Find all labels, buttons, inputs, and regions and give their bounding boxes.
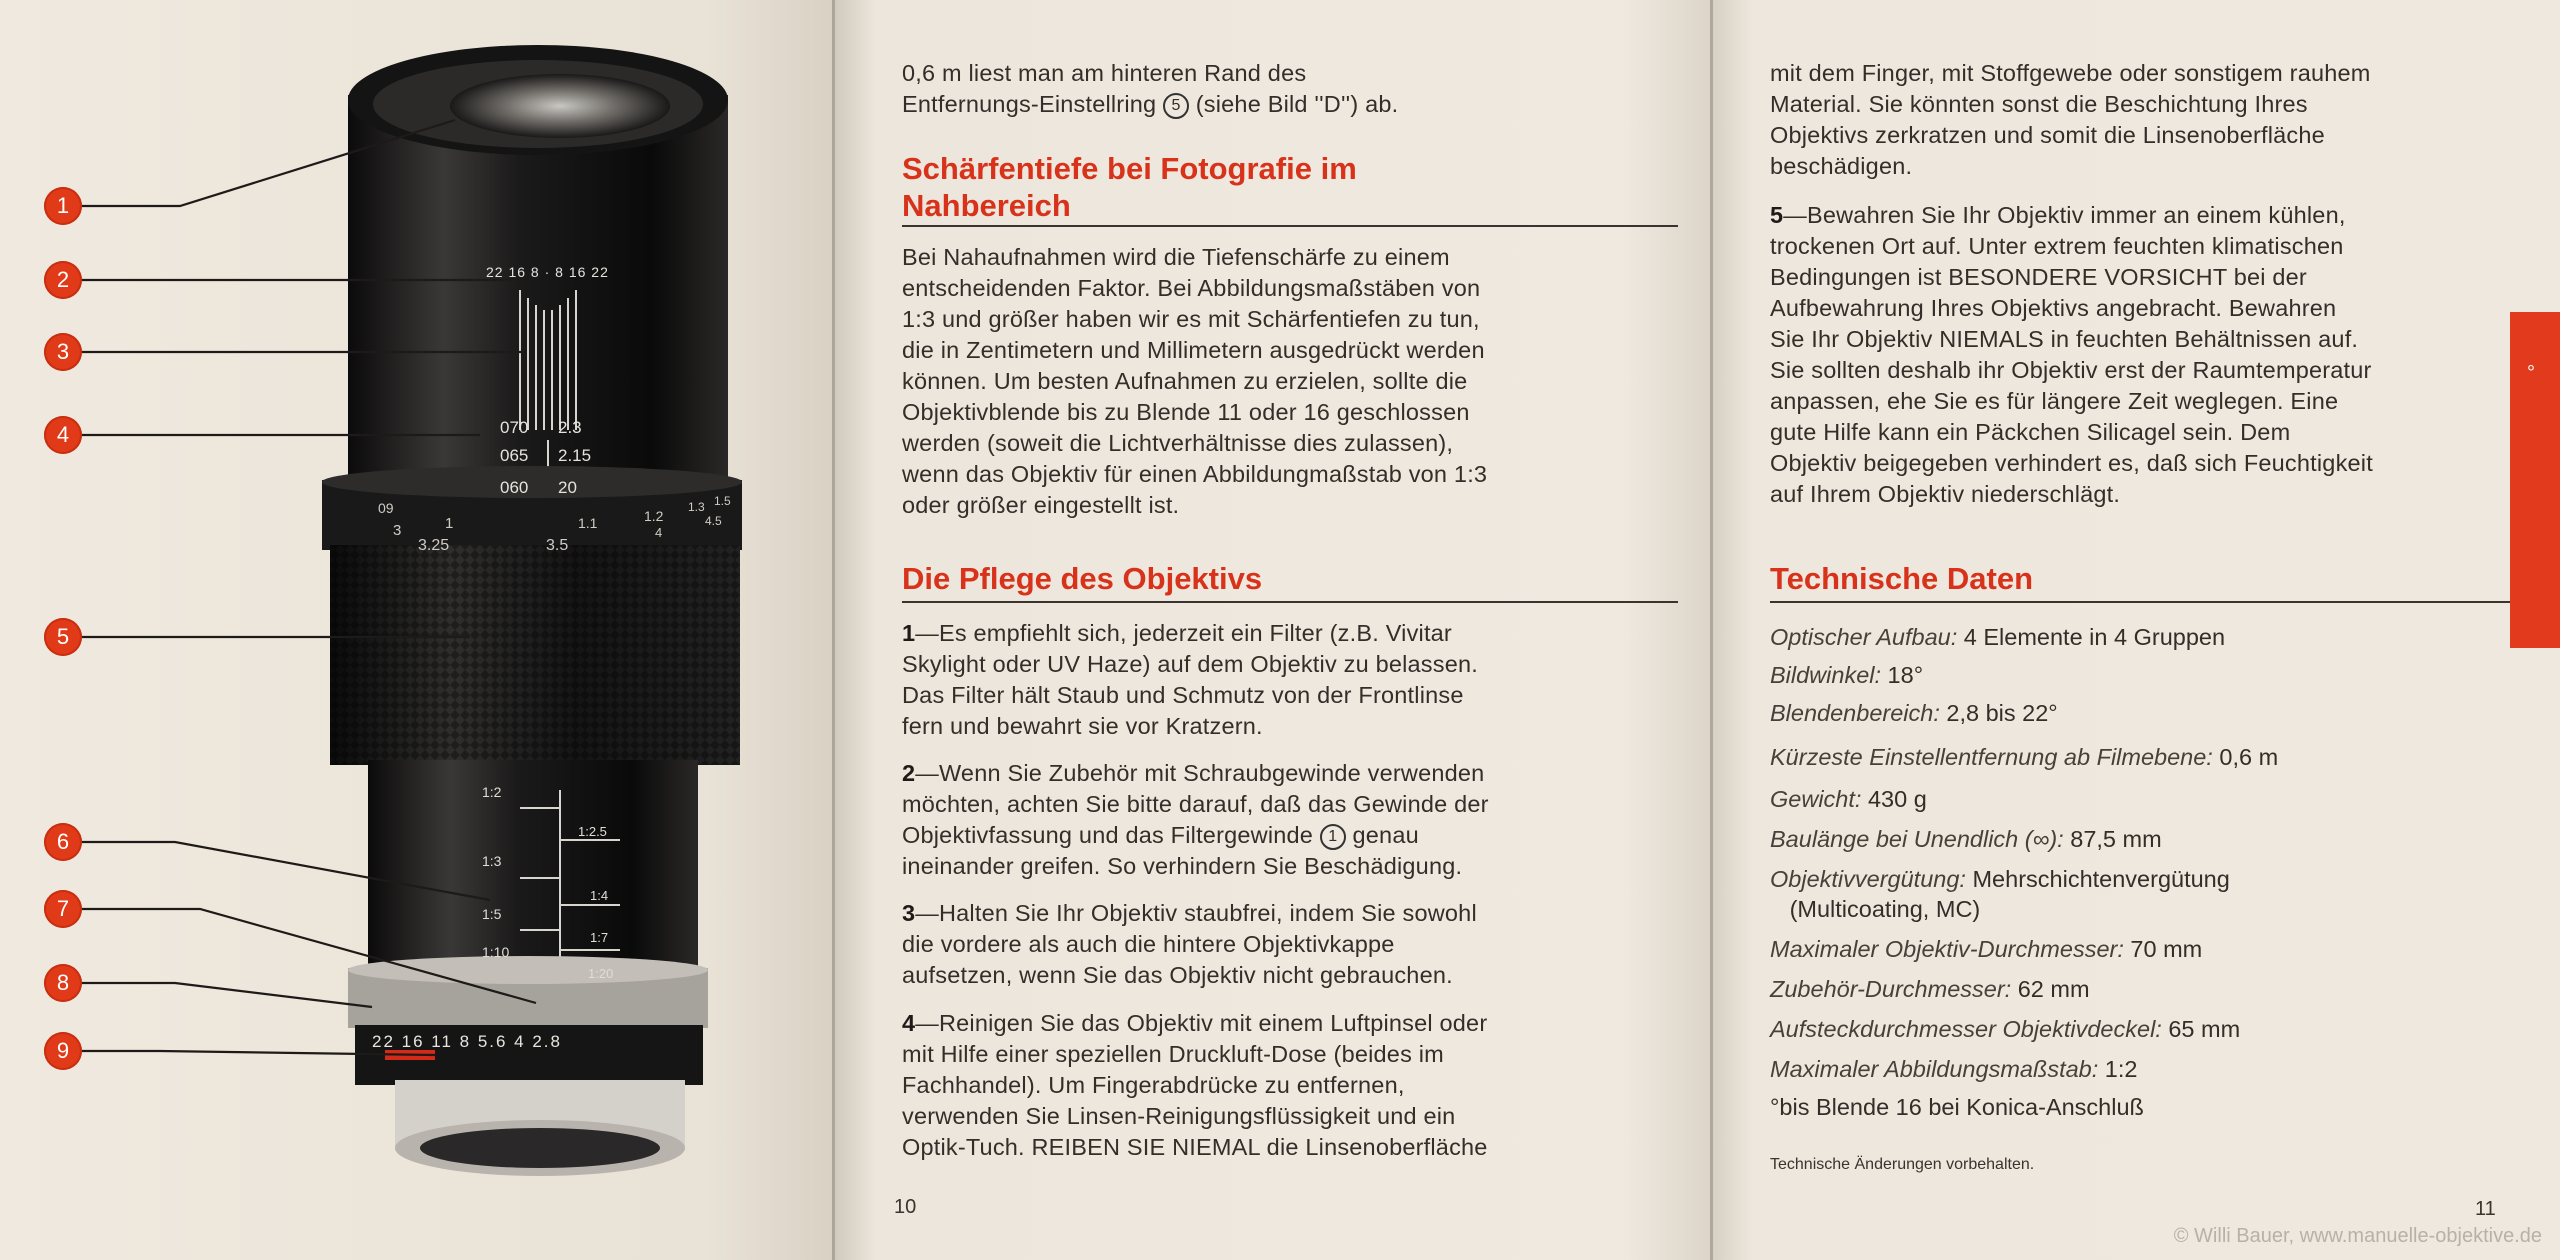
spec-value: (Multicoating, MC) (1770, 896, 1981, 922)
care-item-5 (1770, 200, 2510, 510)
spec-value: 430 g (1861, 786, 1927, 812)
spec-label: Blendenbereich: (1770, 700, 1940, 726)
spec-label: Kürzeste Einstellentfernung ab Filmebene: (1770, 744, 2213, 770)
text-line: mit dem Finger, mit Stoffgewebe oder sonstigem rauhem (1770, 60, 2371, 86)
section-tab-marker (2510, 312, 2560, 648)
spec-row (1770, 1092, 2144, 1123)
text-line: Sie Ihr Objektiv NIEMALS in feuchten Behältnissen auf. (1770, 326, 2359, 352)
text-line: verwenden Sie Linsen-Reinigungsflüssigkeit und ein (902, 1103, 1456, 1129)
text-line: fern und bewahrt sie vor Kratzern. (902, 713, 1263, 739)
text-line: oder größer eingestellt ist. (902, 492, 1180, 518)
text-line: Objektiv beigegeben verhindert es, daß sich Feuchtigkeit (1770, 450, 2373, 476)
care-item-4 (902, 1008, 1672, 1163)
text-line: können. Um besten Aufnahmen zu erzielen, sollte die (902, 368, 1468, 394)
care-item-2 (902, 758, 1672, 882)
text-line-end: genau (1345, 822, 1419, 848)
ring-mark-3-25: 3.25 (418, 537, 450, 554)
text-line: auf Ihrem Objektiv niederschlägt. (1770, 481, 2121, 507)
spec-row (1770, 742, 2278, 773)
text-line: die vordere als auch die hintere Objektivkappe (902, 931, 1395, 957)
text-line: —Bewahren Sie Ihr Objektiv immer an einem kühlen, (1783, 202, 2346, 228)
text-line: die in Zentimetern und Millimetern ausgedrückt werden (902, 337, 1485, 363)
text-line: Aufbewahrung Ihres Objektivs angebracht. Bewahren (1770, 295, 2337, 321)
text-line: möchten, achten Sie bitte darauf, daß das Gewinde der (902, 791, 1489, 817)
spec-row (1770, 784, 1927, 815)
tab-mark: ° (2527, 362, 2535, 384)
text-line: gute Hilfe kann ein Päckchen Silicagel sein. Dem (1770, 419, 2291, 445)
text-line: Material. Sie könnten sonst die Beschichtung Ihres (1770, 91, 2308, 117)
ring-mark-4: 4 (655, 525, 663, 540)
care-item-4-continued (1770, 58, 2510, 182)
spec-value: 87,5 mm (2063, 826, 2162, 852)
heading-rule (902, 225, 1678, 227)
text-line: Das Filter hält Staub und Schmutz von der Frontlinse (902, 682, 1464, 708)
heading-rule (1770, 601, 2520, 603)
item-number: 5 (1770, 202, 1784, 228)
text-line: Sie sollten deshalb ihr Objektiv erst der Raumtemperatur (1770, 357, 2372, 383)
spec-label: Bildwinkel: (1770, 662, 1882, 688)
spec-row (1770, 894, 1980, 925)
item-number: 4 (902, 1010, 916, 1036)
footnote: Technische Änderungen vorbehalten. (1770, 1156, 2035, 1173)
spec-label: Maximaler Abbildungsmaßstab: (1770, 1056, 2099, 1082)
ring-mark-1: 1 (445, 515, 454, 532)
spec-row (1770, 974, 2090, 1005)
circle-ref-5: 5 (1163, 93, 1189, 119)
callout-5: 5 (44, 618, 82, 656)
spec-label: Zubehör-Durchmesser: (1770, 976, 2012, 1002)
text-line: Objektivblende bis zu Blende 11 oder 16 geschlossen (902, 399, 1470, 425)
spec-row (1770, 824, 2162, 855)
text-line: aufsetzen, wenn Sie das Objektiv nicht gebrauchen. (902, 962, 1453, 988)
ring-mark-4-5: 4.5 (705, 514, 722, 528)
text-line: werden (soweit die Lichtverhältnisse dies zulassen), (902, 430, 1454, 456)
circle-ref-1: 1 (1320, 824, 1346, 850)
aperture-ring-scale: 22 16 11 8 5.6 4 2.8 (372, 1032, 562, 1051)
text-line: Fachhandel). Um Fingerabdrücke zu entfernen, (902, 1072, 1405, 1098)
ring-mark-1-3: 1.3 (688, 500, 705, 514)
page-number: 10 (894, 1196, 917, 1218)
callout-8: 8 (44, 964, 82, 1002)
distance-060: 060 (500, 478, 529, 497)
callout-4: 4 (44, 416, 82, 454)
ring-mark-3: 3 (393, 522, 402, 539)
text-line: —Reinigen Sie das Objektiv mit einem Luftpinsel oder (915, 1010, 1488, 1036)
copyright-watermark: © Willi Bauer, www.manuelle-objektive.de (2173, 1225, 2542, 1247)
spec-row (1770, 698, 2058, 729)
spec-row (1770, 622, 2225, 653)
mag-1-2: 1:2 (482, 784, 502, 800)
spec-label: Optischer Aufbau: (1770, 624, 1958, 650)
spec-label: Maximaler Objektiv-Durchmesser: (1770, 936, 2124, 962)
text-line: ineinander greifen. So verhindern Sie Beschädigung. (902, 853, 1463, 879)
callout-9: 9 (44, 1032, 82, 1070)
text-line: Objektivs zerkratzen und somit die Linsenoberfläche (1770, 122, 2325, 148)
text-line: 1:3 und größer haben wir es mit Schärfentiefen zu tun, (902, 306, 1480, 332)
heading-lens-care: Die Pflege des Objektivs (902, 561, 1263, 596)
text-line: —Es empfiehlt sich, jederzeit ein Filter (z.B. Vivitar (915, 620, 1452, 646)
page-gutter (1710, 0, 1713, 1260)
spec-row (1770, 934, 2202, 965)
page-number: 11 (2475, 1198, 2496, 1220)
text-line: anpassen, ehe Sie es für längere Zeit weglegen. Eine (1770, 388, 2339, 414)
page-gutter (832, 0, 835, 1260)
page-10 (832, 0, 1710, 1260)
heading-line-1: Schärfentiefe bei Fotografie im (902, 151, 1357, 186)
lens-illustration (0, 0, 832, 1260)
intro-line-1: 0,6 m liest man am hinteren Rand des (902, 60, 1307, 86)
text-line: Optik-Tuch. REIBEN SIE NIEMAL die Linsenoberfläche (902, 1134, 1488, 1160)
item-number: 3 (902, 900, 916, 926)
spec-value: Mehrschichtenvergütung (1965, 866, 2230, 892)
care-item-3 (902, 898, 1672, 991)
page-11 (1710, 0, 2560, 1260)
distance-20: 20 (558, 478, 577, 497)
intro-line-2 (902, 89, 1672, 120)
spec-label: Objektivvergütung: (1770, 866, 1966, 892)
callout-1: 1 (44, 187, 82, 225)
spec-row (1770, 1054, 2137, 1085)
heading-rule (902, 601, 1678, 603)
spec-value: 2,8 bis 22° (1939, 700, 2058, 726)
spec-row (1770, 864, 2230, 895)
care-item-1 (902, 618, 1672, 742)
left-page-illustration (0, 0, 832, 1260)
mag-1-2-5: 1:2.5 (578, 824, 607, 839)
mag-1-4: 1:4 (590, 888, 609, 903)
ring-mark-3-5: 3.5 (546, 537, 569, 554)
intro-text: Entfernungs-Einstellring (902, 91, 1164, 117)
text-line: wenn das Objektiv für einen Abbildungmaßstab von 1:3 (902, 461, 1488, 487)
mag-1-5: 1:5 (482, 906, 502, 922)
distance-065: 065 (500, 446, 529, 465)
callout-6: 6 (44, 823, 82, 861)
item-number: 1 (902, 620, 916, 646)
mag-1-3: 1:3 (482, 853, 502, 869)
ring-mark-09: 09 (378, 500, 394, 516)
text-line: —Wenn Sie Zubehör mit Schraubgewinde verwenden (915, 760, 1485, 786)
distance-2-3: 2.3 (558, 418, 582, 437)
ring-mark-1-2: 1.2 (644, 508, 664, 524)
spec-row (1770, 660, 1923, 691)
callout-3: 3 (44, 333, 82, 371)
mag-1-20: 1:20 (588, 966, 614, 981)
heading-technical-data: Technische Daten (1770, 561, 2034, 596)
mag-1-10: 1:10 (482, 944, 510, 960)
heading-line-2: Nahbereich (902, 188, 1071, 223)
spec-label: Gewicht: (1770, 786, 1862, 812)
text-line: Bedingungen ist BESONDERE VORSICHT bei der (1770, 264, 2307, 290)
heading-depth-of-field (902, 150, 1357, 224)
spec-value: 1:2 (2098, 1056, 2138, 1082)
spec-value: 4 Elemente in 4 Gruppen (1957, 624, 2226, 650)
spec-row (1770, 1014, 2240, 1045)
text-line: trockenen Ort auf. Unter extrem feuchten klimatischen (1770, 233, 2344, 259)
callout-7: 7 (44, 890, 82, 928)
spec-label: Baulänge bei Unendlich (∞): (1770, 826, 2064, 852)
spec-value: 0,6 m (2212, 744, 2279, 770)
text-line: entscheidenden Faktor. Bei Abbildungsmaßstäben von (902, 275, 1481, 301)
spec-label: Aufsteckdurchmesser Objektivdeckel: (1770, 1016, 2162, 1042)
text-line: —Halten Sie Ihr Objektiv staubfrei, indem Sie sowohl (915, 900, 1477, 926)
depth-of-field-paragraph (902, 242, 1672, 521)
spec-value: 65 mm (2161, 1016, 2241, 1042)
spec-value: 62 mm (2011, 976, 2090, 1002)
item-number: 2 (902, 760, 916, 786)
text-line: Objektivfassung und das Filtergewinde (902, 822, 1320, 848)
text-line: Bei Nahaufnahmen wird die Tiefenschärfe zu einem (902, 244, 1450, 270)
callout-2: 2 (44, 261, 82, 299)
intro-text-end: (siehe Bild ''D'') ab. (1189, 91, 1399, 117)
spec-value: 70 mm (2123, 936, 2203, 962)
text-line: mit Hilfe einer speziellen Druckluft-Dose (beides im (902, 1041, 1444, 1067)
text-line: beschädigen. (1770, 153, 1913, 179)
dof-scale-labels: 22 16 8 · 8 16 22 (486, 264, 609, 280)
spec-value: 18° (1881, 662, 1924, 688)
text-line: Skylight oder UV Haze) auf dem Objektiv zu belassen. (902, 651, 1478, 677)
distance-2-15: 2.15 (558, 446, 592, 465)
mag-1-7: 1:7 (590, 930, 609, 945)
ring-mark-1-1: 1.1 (578, 515, 598, 531)
ring-mark-1-5: 1.5 (714, 494, 731, 508)
distance-070: 070 (500, 418, 529, 437)
spec-value: °bis Blende 16 bei Konica-Anschluß (1770, 1094, 2144, 1120)
